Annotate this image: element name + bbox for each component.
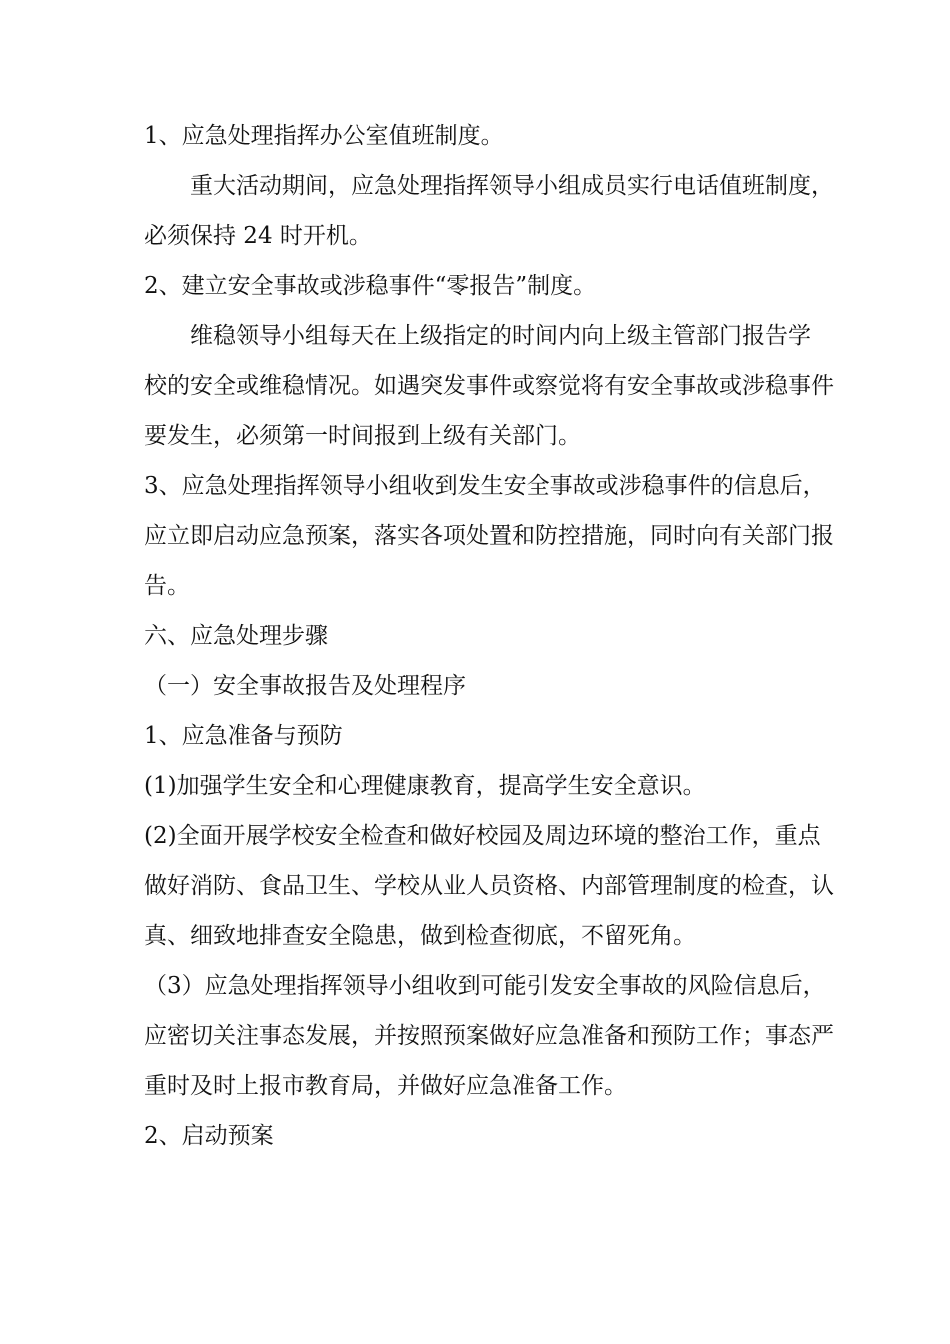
- section-heading-duty-system: 1、应急处理指挥办公室值班制度。: [144, 123, 504, 149]
- paragraph-line: 做好消防、食品卫生、学校从业人员资格、内部管理制度的检查，认: [144, 873, 834, 899]
- paragraph-line: 要发生，必须第一时间报到上级有关部门。: [144, 423, 581, 449]
- list-item: (1)加强学生安全和心理健康教育，提高学生安全意识。: [144, 773, 706, 799]
- list-item: （3）应急处理指挥领导小组收到可能引发安全事故的风险信息后，: [144, 973, 826, 999]
- paragraph-line: 必须保持 24 时开机。: [144, 223, 372, 249]
- paragraph-line: 重时及时上报市教育局，并做好应急准备工作。: [144, 1073, 627, 1099]
- paragraph-line: 应立即启动应急预案，落实各项处置和防控措施，同时向有关部门报: [144, 523, 834, 549]
- paragraph-line: 3、应急处理指挥领导小组收到发生安全事故或涉稳事件的信息后，: [144, 473, 826, 499]
- paragraph-line: 校的安全或维稳情况。如遇突发事件或察觉将有安全事故或涉稳事件: [144, 373, 834, 399]
- paragraph-line: 应密切关注事态发展，并按照预案做好应急准备和预防工作；事态严: [144, 1023, 834, 1049]
- paragraph-line: 重大活动期间，应急处理指挥领导小组成员实行电话值班制度，: [190, 173, 834, 199]
- paragraph-line: 真、细致地排查安全隐患，做到检查彻底，不留死角。: [144, 923, 696, 949]
- list-item: (2)全面开展学校安全检查和做好校园及周边环境的整治工作，重点: [144, 823, 821, 849]
- section-heading-start-plan: 2、启动预案: [144, 1123, 274, 1149]
- section-heading-preparation: 1、应急准备与预防: [144, 723, 343, 749]
- paragraph-line: 维稳领导小组每天在上级指定的时间内向上级主管部门报告学: [190, 323, 811, 349]
- subsection-heading: （一）安全事故报告及处理程序: [144, 673, 466, 699]
- section-heading-zero-report: 2、建立安全事故或涉稳事件“零报告”制度。: [144, 273, 597, 299]
- paragraph-line: 告。: [144, 573, 190, 599]
- chapter-heading-emergency-steps: 六、应急处理步骤: [144, 623, 328, 649]
